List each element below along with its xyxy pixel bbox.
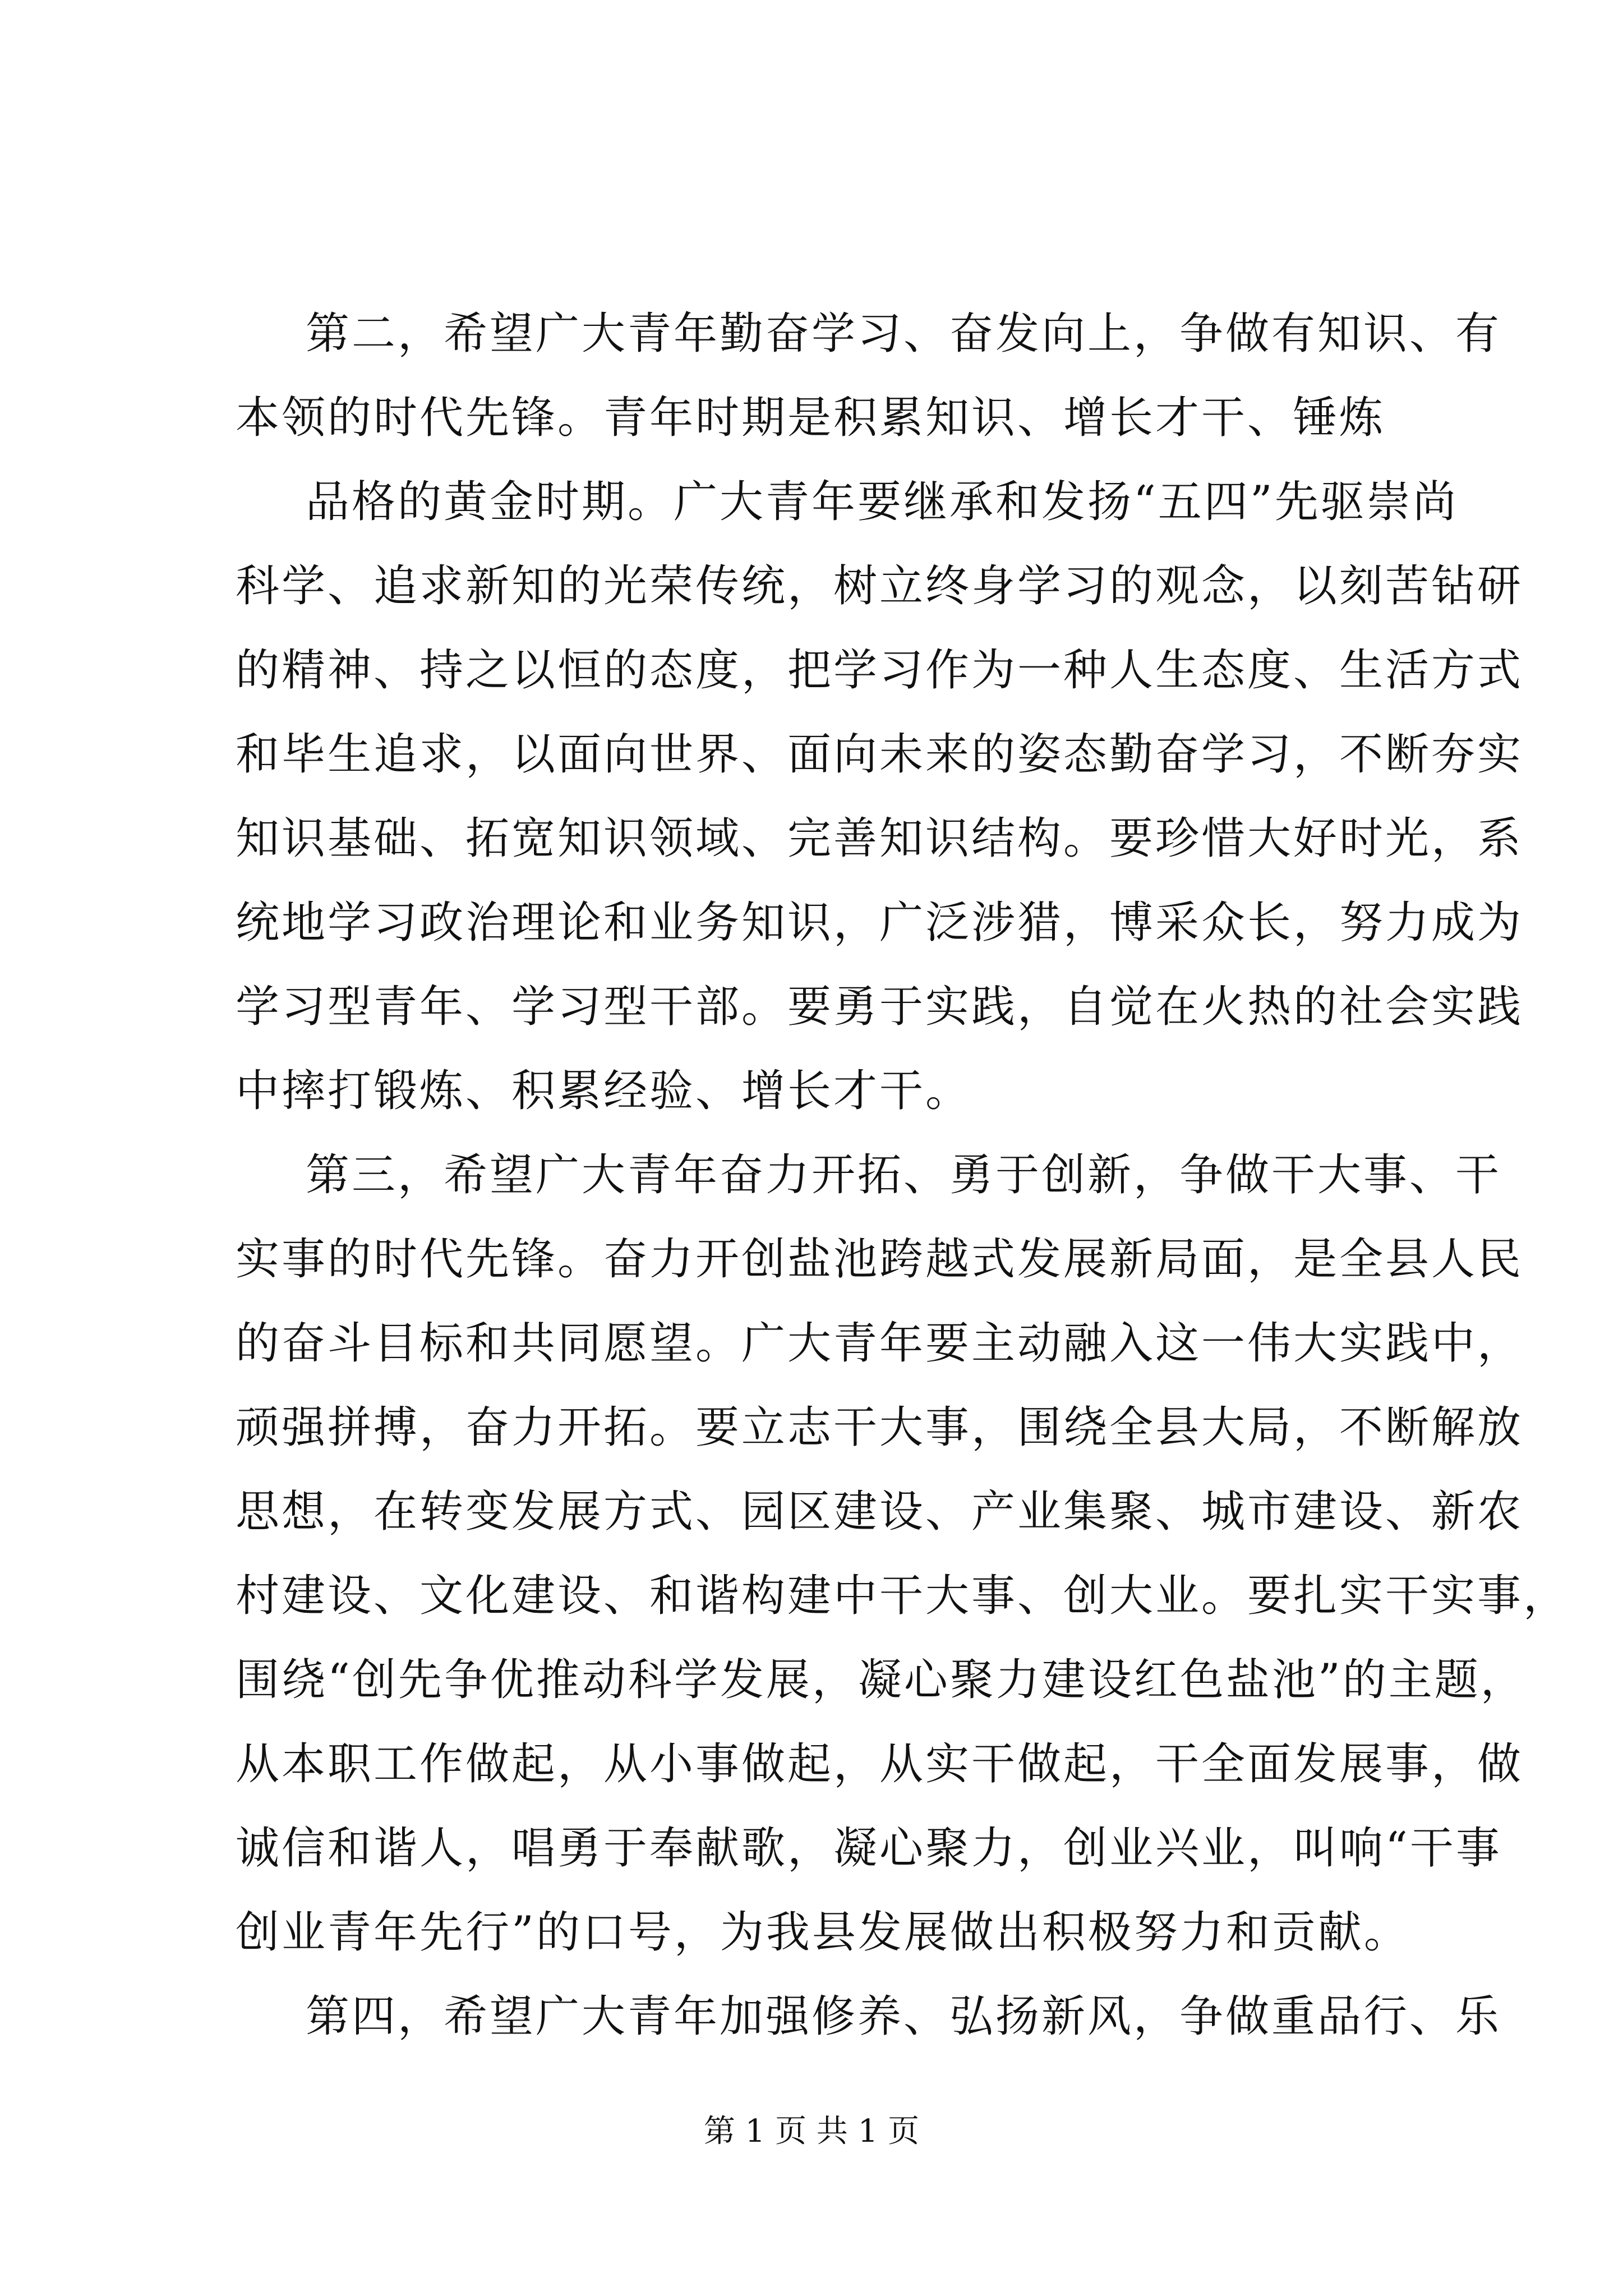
paragraph-4-line-1: 第四，希望广大青年加强修养、弘扬新风，争做重品行、乐 — [306, 1991, 1502, 2042]
paragraph-2-line-10: 中摔打锻炼、积累经验、增长才干。 — [236, 1066, 972, 1116]
paragraph-3-line-4: 顽强拼搏，奋力开拓。要立志干大事，围绕全县大局，不断解放 — [236, 1402, 1524, 1453]
paragraph-2-line-1: 第二，希望广大青年勤奋学习、奋发向上，争做有知识、有 — [306, 309, 1502, 359]
paragraph-2-line-5: 的精神、持之以恒的态度，把学习作为一种人生态度、生活方式 — [236, 645, 1524, 696]
paragraph-2-line-6: 和毕生追求，以面向世界、面向未来的姿态勤奋学习，不断夯实 — [236, 729, 1524, 780]
paragraph-3-line-3: 的奋斗目标和共同愿望。广大青年要主动融入这一伟大实践中， — [236, 1318, 1524, 1369]
paragraph-2-line-8: 统地学习政治理论和业务知识，广泛涉猎，博采众长，努力成为 — [236, 898, 1524, 948]
paragraph-2-line-3: 品格的黄金时期。广大青年要继承和发扬“五四”先驱崇尚 — [306, 477, 1459, 527]
paragraph-3-line-2: 实事的时代先锋。奋力开创盐池跨越式发展新局面，是全县人民 — [236, 1234, 1524, 1285]
paragraph-3-line-9: 诚信和谐人，唱勇于奉献歌，凝心聚力，创业兴业，叫响“干事 — [236, 1823, 1502, 1874]
paragraph-3-line-1: 第三，希望广大青年奋力开拓、勇于创新，争做干大事、干 — [306, 1150, 1502, 1200]
paragraph-3-line-7: 围绕“创先争优推动科学发展，凝心聚力建设红色盐池”的主题， — [236, 1655, 1527, 1705]
paragraph-2-line-4: 科学、追求新知的光荣传统，树立终身学习的观念，以刻苦钻研 — [236, 561, 1524, 611]
paragraph-2-line-9: 学习型青年、学习型干部。要勇于实践，自觉在火热的社会实践 — [236, 982, 1524, 1032]
paragraph-3-line-6: 村建设、文化建设、和谐构建中干大事、创大业。要扎实干实事， — [236, 1571, 1570, 1621]
paragraph-2-line-7: 知识基础、拓宽知识领域、完善知识结构。要珍惜大好时光，系 — [236, 813, 1524, 864]
paragraph-3-line-8: 从本职工作做起，从小事做起，从实干做起，干全面发展事，做 — [236, 1739, 1524, 1789]
paragraph-2-line-2: 本领的时代先锋。青年时期是积累知识、增长才干、锤炼 — [236, 393, 1386, 443]
page-footer: 第 1 页 共 1 页 — [703, 2113, 920, 2150]
paragraph-3-line-10: 创业青年先行”的口号，为我县发展做出积极努力和贡献。 — [236, 1907, 1410, 1958]
paragraph-3-line-5: 思想，在转变发展方式、园区建设、产业集聚、城市建设、新农 — [236, 1487, 1524, 1537]
